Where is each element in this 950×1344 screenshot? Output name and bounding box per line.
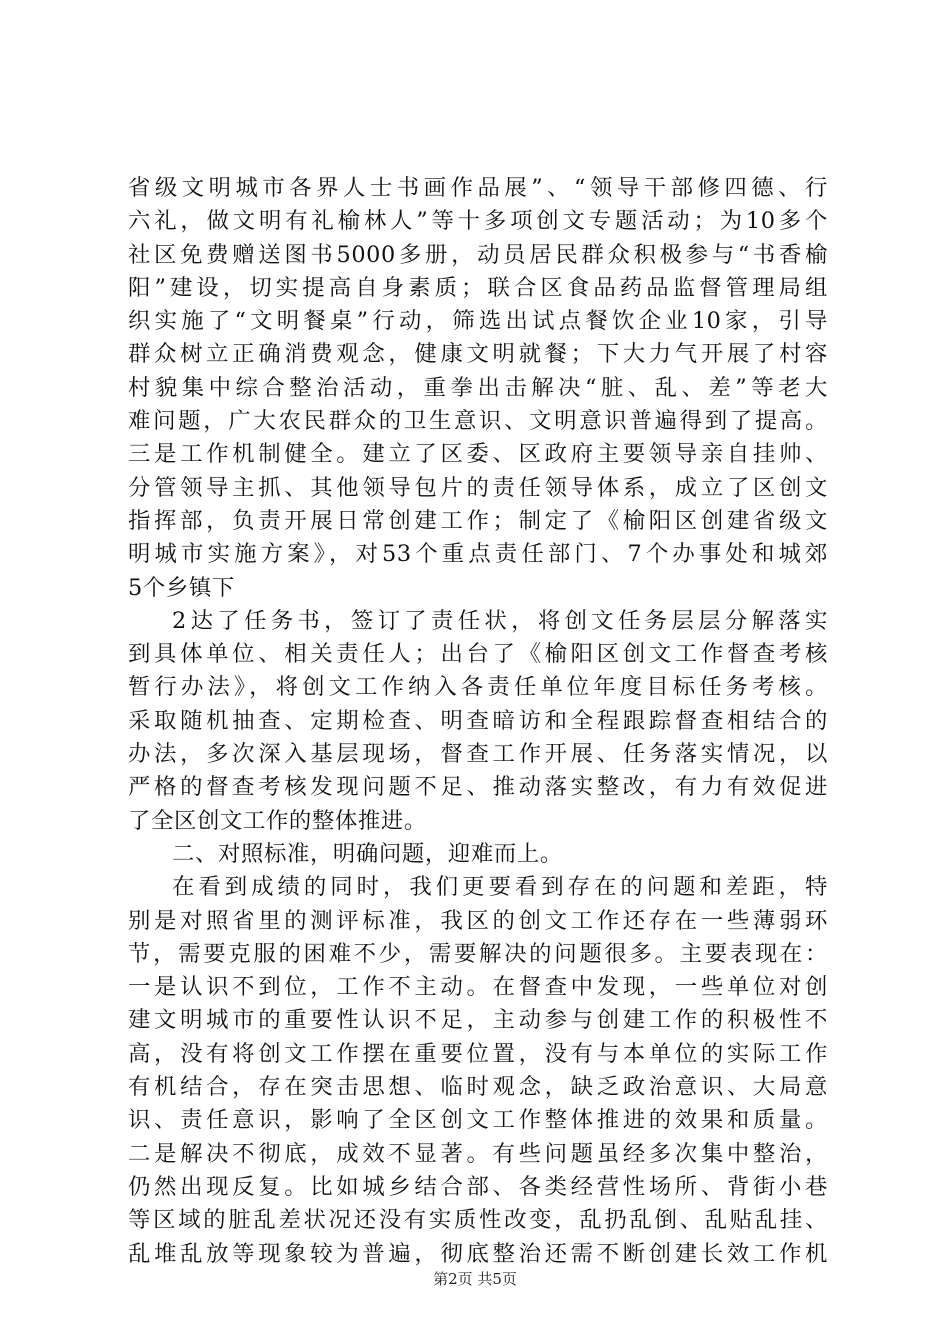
text-line: 三是工作机制健全。建立了区委、区政府主要领导亲自挂帅、 <box>128 441 828 468</box>
text-line: 办法，多次深入基层现场，督查工作开展、任务落实情况，以 <box>128 741 828 768</box>
text-line: 一是认识不到位，工作不主动。在督查中发现，一些单位对创 <box>128 974 828 1001</box>
text-line: 明城市实施方案》，对53个重点责任部门、7个办事处和城郊 <box>128 541 828 568</box>
text-line: 有机结合，存在突击思想、临时观念，缺乏政治意识、大局意 <box>128 1074 828 1101</box>
text-line: 乱堆乱放等现象较为普遍，彻底整治还需不断创建长效工作机 <box>128 1240 828 1267</box>
text-line: 暂行办法》，将创文工作纳入各责任单位年度目标任务考核。 <box>128 674 828 701</box>
text-line: 省级文明城市各界人士书画作品展”、“领导干部修四德、行 <box>128 175 828 201</box>
text-line: 等区域的脏乱差状况还没有实质性改变，乱扔乱倒、乱贴乱挂、 <box>128 1207 828 1234</box>
text-line: 群众树立正确消费观念，健康文明就餐；下大力气开展了村容 <box>128 341 828 368</box>
text-line: 节，需要克服的困难不少，需要解决的问题很多。主要表现在： <box>128 940 828 967</box>
text-line: 高，没有将创文工作摆在重要位置，没有与本单位的实际工作 <box>128 1040 828 1067</box>
text-line: 难问题，广大农民群众的卫生意识、文明意识普遍得到了提高。 <box>128 408 828 435</box>
text-line: 阳”建设，切实提高自身素质；联合区食品药品监督管理局组 <box>128 274 828 301</box>
text-line: 5个乡镇下 <box>128 574 235 601</box>
text-line: 分管领导主抓、其他领导包片的责任领导体系，成立了区创文 <box>128 474 828 501</box>
text-line: 别是对照省里的测评标准，我区的创文工作还存在一些薄弱环 <box>128 907 828 934</box>
text-line: 采取随机抽查、定期检查、明查暗访和全程跟踪督查相结合的 <box>128 707 828 734</box>
page-number-footer: 第2页 共5页 <box>433 1270 517 1288</box>
text-line: 社区免费赠送图书5000多册，动员居民群众积极参与“书香榆 <box>128 241 828 268</box>
text-line: 在看到成绩的同时，我们更要看到存在的问题和差距，特 <box>172 874 828 901</box>
text-line: 了全区创文工作的整体推进。 <box>128 807 427 834</box>
section-heading: 二、对照标准，明确问题，迎难而上。 <box>172 840 563 867</box>
text-line: 六礼，做文明有礼榆林人”等十多项创文专题活动；为10多个 <box>128 208 828 235</box>
text-line: 村貌集中综合整治活动，重拳出击解决“脏、乱、差”等老大 <box>128 374 828 401</box>
text-line: 识、责任意识，影响了全区创文工作整体推进的效果和质量。 <box>128 1107 828 1134</box>
text-line: 指挥部，负责开展日常创建工作；制定了《榆阳区创建省级文 <box>128 507 828 534</box>
text-line: 仍然出现反复。比如城乡结合部、各类经营性场所、背街小巷 <box>128 1173 828 1200</box>
text-line: 二是解决不彻底，成效不显著。有些问题虽经多次集中整治， <box>128 1140 828 1167</box>
text-line: 2达了任务书，签订了责任状，将创文任务层层分解落实 <box>172 607 828 634</box>
body-text <box>128 172 828 1271</box>
text-line: 建文明城市的重要性认识不足，主动参与创建工作的积极性不 <box>128 1007 828 1034</box>
text-line: 严格的督查考核发现问题不足、推动落实整改，有力有效促进 <box>128 774 828 801</box>
text-line: 织实施了“文明餐桌”行动，筛选出试点餐饮企业10家，引导 <box>128 308 828 335</box>
text-line: 到具体单位、相关责任人；出台了《榆阳区创文工作督查考核 <box>128 641 828 668</box>
